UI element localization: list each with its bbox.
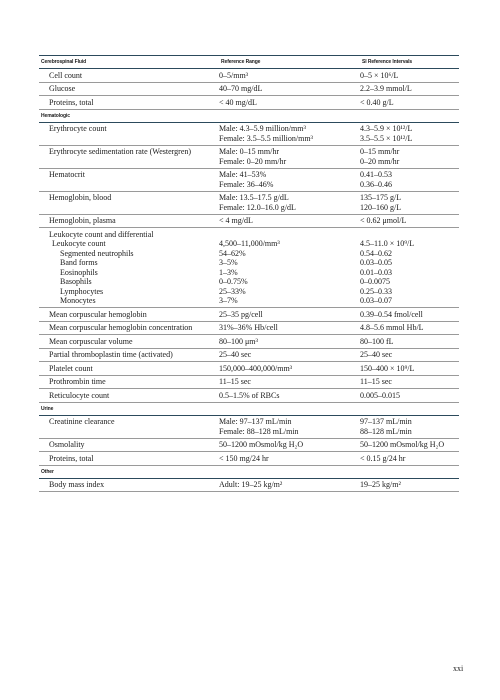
si-interval: 0.03–0.07 <box>360 296 459 308</box>
reference-range <box>219 321 360 335</box>
reference-range <box>219 145 360 168</box>
table-row <box>39 268 459 278</box>
test-name: Prothrombin time <box>39 375 219 389</box>
reference-range <box>219 415 360 438</box>
reference-range <box>219 375 360 389</box>
reference-range-line: Female: 36–46% <box>219 179 274 189</box>
si-interval: 4.5–11.0 × 10⁹/L <box>360 239 415 248</box>
reference-range <box>219 362 360 376</box>
si-interval-line: 97–137 mL/min <box>360 417 412 426</box>
si-interval-line: 0.005–0.015 <box>360 390 400 400</box>
si-interval <box>360 375 459 389</box>
reference-range-line: Male: 13.5–17.5 g/dL <box>219 193 289 202</box>
reference-range <box>219 438 360 452</box>
si-interval <box>360 96 459 110</box>
reference-range: 4,500–11,000/mm³ <box>219 239 280 248</box>
si-interval-line: < 0.15 g/24 hr <box>360 453 406 463</box>
si-interval <box>360 69 459 83</box>
test-name: Osmolality <box>39 438 219 452</box>
reference-range-line: Male: 4.3–5.9 million/mm³ <box>219 124 306 133</box>
reference-range-line: 50–1200 mOsmol/kg H₂O <box>219 440 304 449</box>
reference-range-line: 40–70 mg/dL <box>219 84 263 93</box>
section-header-row <box>39 465 459 478</box>
test-name: Cell count <box>39 69 219 83</box>
reference-range-line: Male: 0–15 mm/hr <box>219 147 279 156</box>
test-name: Body mass index <box>39 478 219 492</box>
test-name: Band forms <box>60 258 98 267</box>
si-interval-line: 120–160 g/L <box>360 202 402 212</box>
reference-range <box>219 308 360 322</box>
reference-range-line: 0.5–1.5% of RBCs <box>219 390 280 400</box>
table-row <box>39 287 459 297</box>
reference-range-line: Adult: 19–25 kg/m² <box>219 480 283 489</box>
reference-values-table <box>39 55 459 492</box>
reference-range <box>219 452 360 466</box>
test-name: Erythrocyte count <box>39 122 219 145</box>
reference-range <box>219 82 360 96</box>
reference-range-line: < 4 mg/dL <box>219 216 253 225</box>
table-row <box>39 438 459 452</box>
reference-range: 0–0.75% <box>219 277 248 286</box>
si-interval-line: 0–20 mm/hr <box>360 156 400 166</box>
section-title: Other <box>39 465 459 478</box>
test-name: Monocytes <box>39 296 219 308</box>
reference-range-line: 11–15 sec <box>219 377 251 386</box>
reference-range: 3–5% <box>219 258 238 267</box>
reference-range-line: < 40 mg/dL <box>219 97 257 107</box>
reference-range-line: Female: 88–128 mL/min <box>219 426 299 436</box>
si-interval-line: < 0.62 μmol/L <box>360 216 407 225</box>
reference-range <box>219 348 360 362</box>
reference-range: 3–7% <box>219 296 360 308</box>
si-interval <box>360 191 459 214</box>
reference-range-line: 0–5/mm³ <box>219 70 249 80</box>
test-name: Partial thromboplastin time (activated) <box>39 348 219 362</box>
reference-range <box>219 96 360 110</box>
reference-range-line: Female: 12.0–16.0 g/dL <box>219 202 296 212</box>
test-name: Mean corpuscular volume <box>39 335 219 349</box>
table-row <box>39 145 459 168</box>
table-row <box>39 452 459 466</box>
si-interval <box>360 362 459 376</box>
section-header-row <box>39 109 459 122</box>
differential-heading: Leukocyte count and differential <box>49 229 154 239</box>
reference-range: 25–33% <box>219 286 246 296</box>
reference-range-line: Male: 97–137 mL/min <box>219 417 292 426</box>
si-interval <box>360 321 459 335</box>
section-header-row <box>39 402 459 415</box>
table-row <box>39 335 459 349</box>
table-row <box>39 478 459 492</box>
test-name: Reticulocyte count <box>39 389 219 403</box>
reference-table-page <box>39 55 459 492</box>
si-interval-line: 80–100 fL <box>360 336 394 346</box>
si-interval-line: 150–400 × 10⁹/L <box>360 363 415 373</box>
si-interval-line: 0–5 × 10⁶/L <box>360 70 399 80</box>
si-interval-line: 3.5–5.5 × 10¹²/L <box>360 133 413 143</box>
table-row <box>39 277 459 287</box>
differential-heading-row <box>39 228 459 240</box>
test-name: Creatinine clearance <box>39 415 219 438</box>
si-interval <box>360 145 459 168</box>
section-title: Urine <box>39 402 459 415</box>
test-name: Lymphocytes <box>60 286 104 296</box>
table-row <box>39 415 459 438</box>
test-name: Basophils <box>60 277 92 286</box>
reference-range <box>219 478 360 492</box>
si-interval-line: 135–175 g/L <box>360 193 402 202</box>
test-name: Platelet count <box>39 362 219 376</box>
section-title: Hematologic <box>39 109 459 122</box>
reference-range <box>219 191 360 214</box>
reference-range <box>219 122 360 145</box>
reference-range <box>219 214 360 228</box>
page-number: xxi <box>453 664 464 673</box>
reference-range <box>219 69 360 83</box>
table-row <box>39 122 459 145</box>
reference-range-line: Female: 0–20 mm/hr <box>219 156 287 166</box>
si-interval <box>360 168 459 191</box>
si-interval <box>360 389 459 403</box>
si-interval <box>360 452 459 466</box>
si-interval-line: 0.36–0.46 <box>360 179 392 189</box>
table-row <box>39 321 459 335</box>
si-interval-line: 0.39–0.54 fmol/cell <box>360 309 423 319</box>
column-header-test: Cerebrospinal Fluid <box>39 56 219 69</box>
reference-range: 1–3% <box>219 267 238 277</box>
test-name: Erythrocyte sedimentation rate (Westergren) <box>39 145 219 168</box>
si-interval: 0.25–0.33 <box>360 286 392 296</box>
table-row <box>39 362 459 376</box>
table-row <box>39 348 459 362</box>
reference-range-line: < 150 mg/24 hr <box>219 453 269 463</box>
reference-range: 54–62% <box>219 248 246 258</box>
table-row <box>39 296 459 308</box>
column-header-reference-range: Reference Range <box>219 56 360 69</box>
si-interval-line: 0–15 mm/hr <box>360 147 400 156</box>
reference-range-line: 25–40 sec <box>219 350 252 359</box>
si-interval-line: 4.8–5.6 mmol Hb/L <box>360 323 424 332</box>
table-row <box>39 389 459 403</box>
table-row <box>39 239 459 249</box>
table-row <box>39 214 459 228</box>
si-interval-line: < 0.40 g/L <box>360 97 394 107</box>
table-row <box>39 258 459 268</box>
table-row <box>39 82 459 96</box>
test-name: Mean corpuscular hemoglobin <box>39 308 219 322</box>
test-name: Proteins, total <box>39 96 219 110</box>
si-interval <box>360 122 459 145</box>
test-name: Eosinophils <box>60 267 98 277</box>
reference-range-line: Male: 41–53% <box>219 170 267 179</box>
test-name: Proteins, total <box>39 452 219 466</box>
si-interval <box>360 214 459 228</box>
test-name: Leukocyte count <box>52 239 106 248</box>
si-interval <box>360 438 459 452</box>
test-name: Segmented neutrophils <box>60 248 134 258</box>
si-interval <box>360 308 459 322</box>
si-interval: 0.54–0.62 <box>360 248 392 258</box>
si-interval-line: 25–40 sec <box>360 350 393 359</box>
table-row <box>39 96 459 110</box>
si-interval <box>360 478 459 492</box>
test-name: Hematocrit <box>39 168 219 191</box>
reference-range-line: Female: 3.5–5.5 million/mm³ <box>219 133 313 143</box>
si-interval <box>360 335 459 349</box>
si-interval <box>360 415 459 438</box>
si-interval-line: 0.41–0.53 <box>360 170 392 179</box>
test-name: Mean corpuscular hemoglobin concentration <box>39 321 219 335</box>
reference-table-body <box>39 56 459 492</box>
reference-range-line: 31%–36% Hb/cell <box>219 323 278 332</box>
table-row <box>39 168 459 191</box>
si-interval-line: 4.3–5.9 × 10¹²/L <box>360 124 413 133</box>
table-row <box>39 375 459 389</box>
si-interval: 0.03–0.05 <box>360 258 392 267</box>
table-row <box>39 249 459 259</box>
table-header-row <box>39 56 459 69</box>
reference-range-line: 150,000–400,000/mm³ <box>219 363 293 373</box>
reference-range <box>219 389 360 403</box>
reference-range <box>219 335 360 349</box>
reference-range-line: 80–100 μm³ <box>219 336 258 346</box>
test-name: Hemoglobin, blood <box>39 191 219 214</box>
reference-range <box>219 168 360 191</box>
si-interval-line: 50–1200 mOsmol/kg H₂O <box>360 440 445 449</box>
si-interval-line: 11–15 sec <box>360 377 392 386</box>
si-interval-line: 2.2–3.9 mmol/L <box>360 84 412 93</box>
test-name: Hemoglobin, plasma <box>39 214 219 228</box>
si-interval-line: 19–25 kg/m² <box>360 480 401 489</box>
table-row <box>39 191 459 214</box>
si-interval-line: 88–128 mL/min <box>360 426 412 436</box>
si-interval <box>360 348 459 362</box>
table-row <box>39 69 459 83</box>
reference-range-line: 25–35 pg/cell <box>219 309 263 319</box>
table-row <box>39 308 459 322</box>
column-header-si-intervals: SI Reference Intervals <box>360 56 459 69</box>
si-interval: 0–0.0075 <box>360 277 390 286</box>
test-name: Glucose <box>39 82 219 96</box>
si-interval <box>360 82 459 96</box>
si-interval: 0.01–0.03 <box>360 267 392 277</box>
